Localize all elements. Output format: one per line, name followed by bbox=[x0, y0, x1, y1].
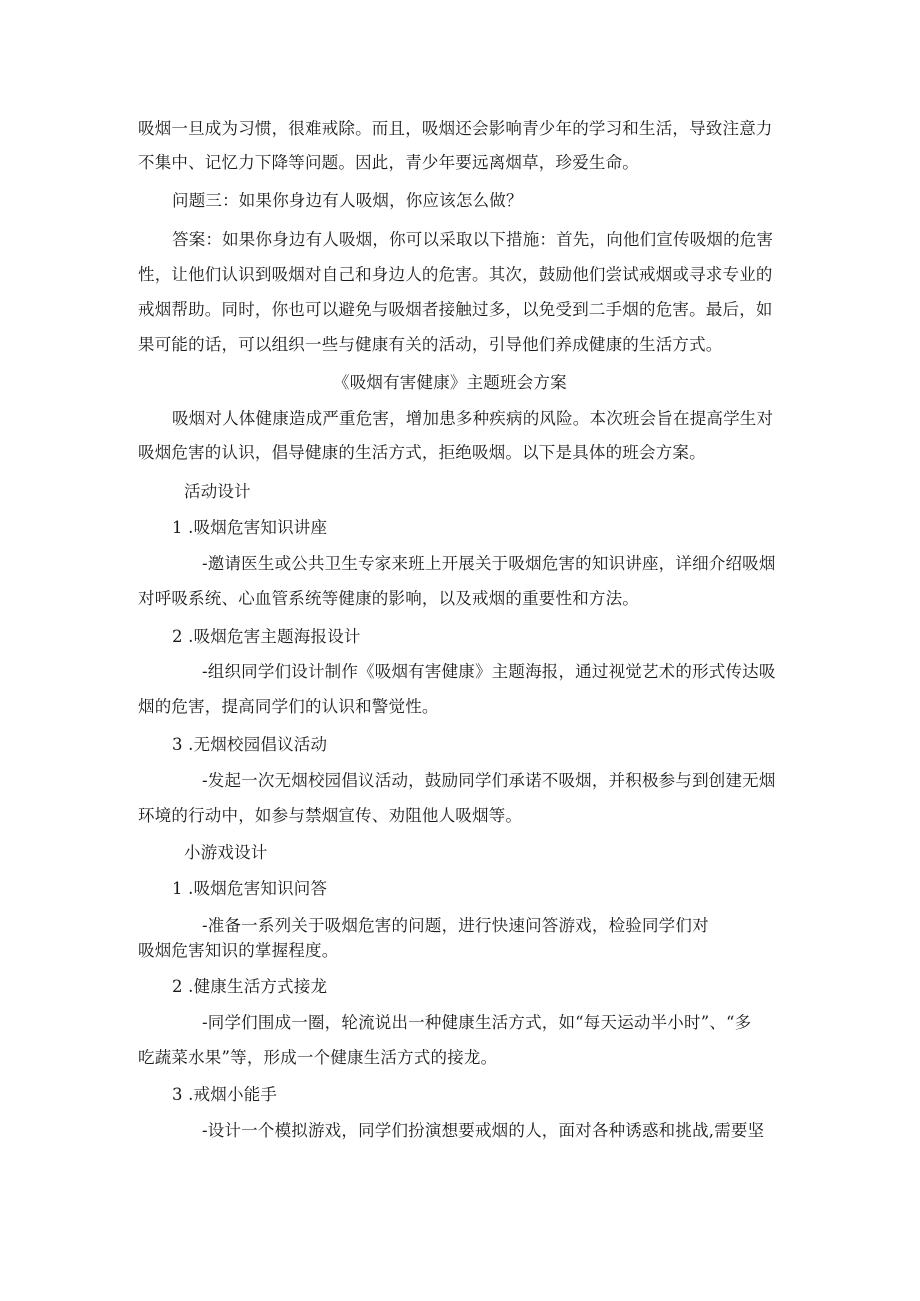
list-item-heading: 2 .吸烟危害主题海报设计 bbox=[172, 627, 361, 646]
paragraph-line: 吸烟危害的认识，倡导健康的生活方式，拒绝吸烟。以下是具体的班会方案。 bbox=[138, 443, 706, 462]
section-title: 《吸烟有害健康》主题班会方案 bbox=[333, 373, 567, 392]
question-heading: 问题三：如果你身边有人吸烟，你应该怎么做？ bbox=[172, 191, 523, 210]
list-item-heading: 3 .无烟校园倡议活动 bbox=[172, 735, 328, 754]
paragraph-line: 对呼吸系统、心血管系统等健康的影响，以及戒烟的重要性和方法。 bbox=[138, 589, 639, 608]
paragraph-line: 戒烟帮助。同时，你也可以避免与吸烟者接触过多，以免受到二手烟的危害。最后，如 bbox=[138, 300, 773, 319]
list-item-heading: 1 .吸烟危害知识讲座 bbox=[172, 518, 328, 537]
list-item-heading: 3 .戒烟小能手 bbox=[172, 1085, 278, 1104]
list-item-heading: 2 .健康生活方式接龙 bbox=[172, 977, 328, 996]
paragraph-line: 吸烟危害知识的掌握程度。 bbox=[138, 941, 339, 960]
paragraph-line: -准备一系列关于吸烟危害的问题，进行快速问答游戏，检验同学们对 bbox=[202, 916, 709, 935]
paragraph-line: -设计一个模拟游戏，同学们扮演想要戒烟的人，面对各种诱惑和挑战,需要坚 bbox=[202, 1121, 765, 1140]
paragraph-line: 环境的行动中，如参与禁烟宣传、劝阻他人吸烟等。 bbox=[138, 806, 523, 825]
paragraph-line: 烟的危害，提高同学们的认识和警觉性。 bbox=[138, 697, 439, 716]
paragraph-line: 吸烟一旦成为习惯，很难戒除。而且，吸烟还会影响青少年的学习和生活，导致注意力 bbox=[138, 119, 773, 138]
subsection-heading: 活动设计 bbox=[184, 482, 251, 501]
paragraph-line: 吸烟对人体健康造成严重危害，增加患多种疾病的风险。本次班会旨在提高学生对 bbox=[172, 409, 774, 428]
paragraph-line: 性，让他们认识到吸烟对自己和身边人的危害。其次，鼓励他们尝试戒烟或寻求专业的 bbox=[138, 265, 773, 284]
paragraph-line: 果可能的话，可以组织一些与健康有关的活动，引导他们养成健康的生活方式。 bbox=[138, 335, 723, 354]
paragraph-line: -邀请医生或公共卫生专家来班上开展关于吸烟危害的知识讲座，详细介绍吸烟 bbox=[202, 554, 776, 573]
paragraph-line: 答案：如果你身边有人吸烟，你可以采取以下措施：首先，向他们宣传吸烟的危害 bbox=[172, 230, 774, 249]
list-item-heading: 1 .吸烟危害知识问答 bbox=[172, 879, 328, 898]
paragraph-line: -发起一次无烟校园倡议活动，鼓励同学们承诺不吸烟，并积极参与到创建无烟 bbox=[202, 771, 776, 790]
paragraph-line: -同学们围成一圈，轮流说出一种健康生活方式，如“每天运动半小时”、“多 bbox=[202, 1013, 752, 1032]
paragraph-line: 不集中、记忆力下降等问题。因此，青少年要远离烟草，珍爱生命。 bbox=[138, 153, 639, 172]
paragraph-line: 吃蔬菜水果”等，形成一个健康生活方式的接龙。 bbox=[138, 1048, 498, 1067]
paragraph-line: -组织同学们设计制作《吸烟有害健康》主题海报，通过视觉艺术的形式传达吸 bbox=[202, 662, 776, 681]
subsection-heading: 小游戏设计 bbox=[184, 843, 268, 862]
